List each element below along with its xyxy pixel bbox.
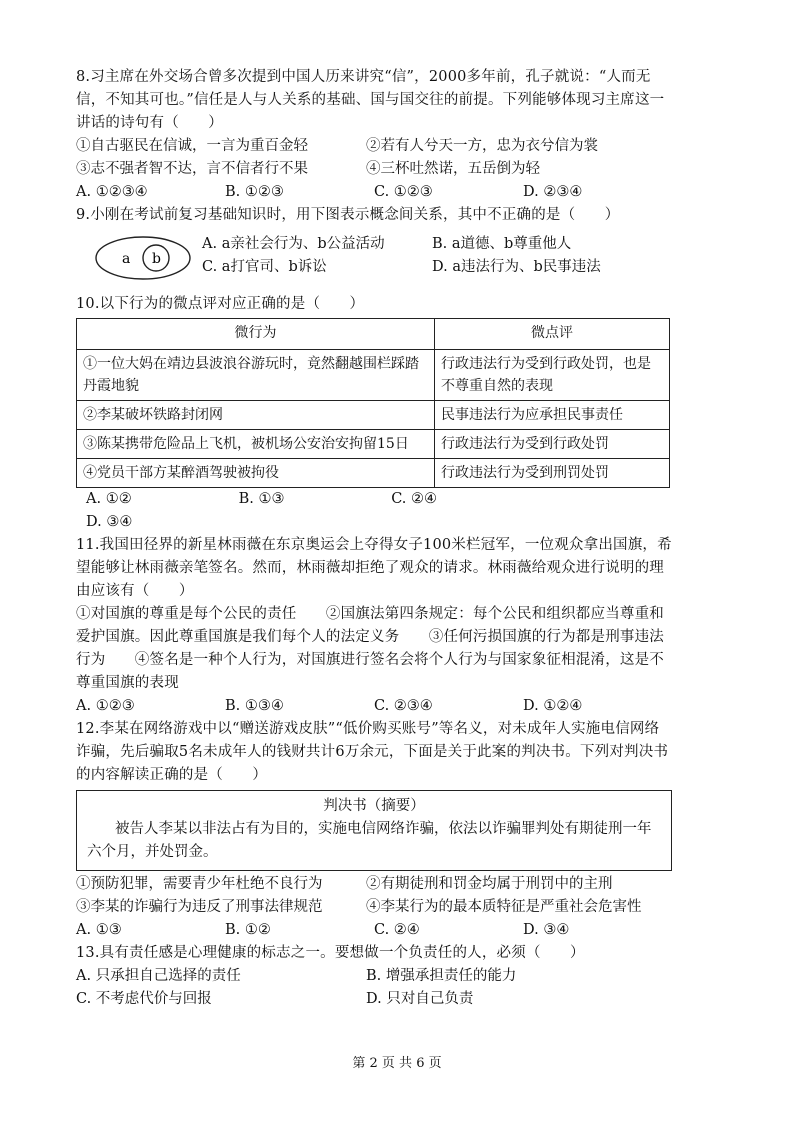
question-12-option-a: A. ①③ [76, 922, 122, 938]
question-12-option-b: B. ①② [225, 922, 271, 938]
question-8-option-d: D. ②③④ [523, 184, 583, 200]
question-9-options-row-2 [202, 256, 672, 279]
table-row [77, 350, 670, 401]
question-12-items-row-1 [76, 873, 672, 896]
table-row [77, 401, 670, 430]
question-10-option-a: A. ①② [86, 491, 132, 507]
question-10-stem: 10.以下行为的微点评对应正确的是（ ） [76, 296, 365, 312]
question-11-option-b: B. ①③④ [225, 698, 284, 714]
venn-label-b: b [152, 251, 161, 267]
table-cell-act: ③陈某携带危险品上飞机，被机场公安治安拘留15日 [77, 430, 435, 459]
question-12-item-1: ①预防犯罪，需要青少年杜绝不良行为 [76, 876, 323, 892]
table-header-comment: 微点评 [435, 319, 670, 350]
question-13 [76, 942, 672, 1011]
table-cell-act: ④党员干部方某醉酒驾驶被拘役 [77, 459, 435, 488]
question-12-item-4: ④李某行为的最本质特征是严重社会危害性 [366, 899, 642, 915]
question-12-options [76, 919, 672, 942]
question-8-items-row-1 [76, 135, 672, 158]
question-9-stem: 9.小刚在考试前复习基础知识时，用下图表示概念间关系，其中不正确的是（ ） [76, 207, 620, 223]
table-cell-act: ①一位大妈在靖边县波浪谷游玩时，竟然翻越围栏踩踏丹霞地貌 [77, 350, 435, 401]
question-8-option-c: C. ①②③ [374, 184, 433, 200]
table-cell-comment: 民事违法行为应承担民事责任 [435, 401, 670, 430]
question-8-items-row-2 [76, 158, 672, 181]
question-9-option-b: B. a道德、b尊重他人 [432, 236, 572, 252]
exam-page [76, 66, 672, 1011]
table-header-act: 微行为 [77, 319, 435, 350]
question-13-option-b: B. 增强承担责任的能力 [366, 968, 517, 984]
question-10-options [86, 488, 672, 534]
question-9-options [202, 233, 672, 279]
question-12-option-c: C. ②④ [374, 922, 420, 938]
judgment-box [76, 790, 672, 871]
question-12-option-d: D. ③④ [523, 922, 570, 938]
judgment-body: 被告人李某以非法占有为目的，实施电信网络诈骗，依法以诈骗罪判处有期徒刑一年六个月，并处罚金。 [87, 821, 652, 860]
question-9-figure-block [76, 227, 672, 293]
page-footer: 第 2 页 共 6 页 [352, 1056, 442, 1071]
question-11 [76, 534, 672, 718]
question-8-item-1: ①自古驱民在信诚，一言为重百金轻 [76, 138, 308, 154]
venn-diagram [94, 235, 192, 281]
table-row [77, 459, 670, 488]
table-row [77, 430, 670, 459]
question-8-stem: 8.习主席在外交场合曾多次提到中国人历来讲究“信”，2000多年前，孔子就说：“人而无信，不知其可也。”信任是人与人关系的基础、国与国交往的前提。下列能够体现习主席这一讲话的诗句有（ ） [76, 69, 665, 131]
question-12-item-2: ②有期徒刑和罚金均属于刑罚中的主刑 [366, 876, 613, 892]
table-cell-comment: 行政违法行为受到刑罚处罚 [435, 459, 670, 488]
question-8-options [76, 181, 672, 204]
question-12-items-row-2 [76, 896, 672, 919]
table-cell-comment: 行政违法行为受到行政处罚 [435, 430, 670, 459]
question-13-option-c: C. 不考虑代价与回报 [76, 991, 212, 1007]
question-8 [76, 66, 672, 204]
question-11-option-c: C. ②③④ [374, 698, 433, 714]
question-8-option-a: A. ①②③④ [76, 184, 148, 200]
question-9-options-row-1 [202, 233, 672, 256]
table-cell-act: ②李某破坏铁路封闭网 [77, 401, 435, 430]
question-13-options-row-2 [76, 988, 672, 1011]
question-8-option-b: B. ①②③ [225, 184, 284, 200]
question-8-item-3: ③志不强者智不达，言不信者行不果 [76, 161, 308, 177]
question-12-item-3: ③李某的诈骗行为违反了刑事法律规范 [76, 899, 323, 915]
question-10-table [76, 318, 670, 488]
question-10-option-c: C. ②④ [391, 491, 438, 507]
question-8-item-2: ②若有人兮天一方，忠为衣兮信为裳 [366, 138, 598, 154]
question-10 [76, 293, 672, 534]
question-9 [76, 204, 672, 293]
question-11-option-a: A. ①②③ [76, 698, 135, 714]
question-11-stem: 11.我国田径界的新星林雨薇在东京奥运会上夺得女子100米栏冠军，一位观众拿出国旗，希望能够让林雨薇亲笔签名。然而，林雨薇却拒绝了观众的请求。林雨薇给观众进行说明的理由应该有（ ） [76, 537, 672, 599]
table-cell-comment: 行政违法行为受到行政处罚，也是不尊重自然的表现 [435, 350, 670, 401]
question-11-option-d: D. ①②④ [523, 698, 583, 714]
question-13-option-d: D. 只对自己负责 [366, 991, 474, 1007]
question-10-option-d: D. ③④ [86, 514, 133, 530]
question-11-options [76, 695, 672, 718]
question-13-stem: 13.具有责任感是心理健康的标志之一。要想做一个负责任的人，必须（ ） [76, 945, 585, 961]
question-10-option-b: B. ①③ [238, 491, 285, 507]
question-13-option-a: A. 只承担自己选择的责任 [76, 968, 241, 984]
question-8-item-4: ④三杯吐然诺，五岳倒为轻 [366, 161, 540, 177]
judgment-title: 判决书（摘要） [323, 798, 425, 814]
venn-label-a: a [122, 251, 131, 267]
question-11-statements: ①对国旗的尊重是每个公民的责任 ②国旗法第四条规定：每个公民和组织都应当尊重和爱护国旗。因此尊重国旗是我们每个人的法定义务 ③任何污损国旗的行为都是刑事违法行为 ④签名是一种个人行为，对国旗进行签名会将个人行为与国家象征相混淆，这是不尊重国旗的表现 [76, 606, 664, 691]
question-12-stem: 12.李某在网络游戏中以“赠送游戏皮肤”“低价购买账号”等名义，对未成年人实施电信网络诈骗，先后骗取5名未成年人的钱财共计6万余元，下面是关于此案的判决书。下列对判决书的内容解读正确的是（ ） [76, 721, 669, 783]
question-12 [76, 718, 672, 942]
table-header-row [77, 319, 670, 350]
question-13-options-row-1 [76, 965, 672, 988]
question-9-option-c: C. a打官司、b诉讼 [202, 259, 327, 275]
question-9-option-d: D. a违法行为、b民事违法 [432, 259, 601, 275]
question-9-option-a: A. a亲社会行为、b公益活动 [202, 236, 385, 252]
